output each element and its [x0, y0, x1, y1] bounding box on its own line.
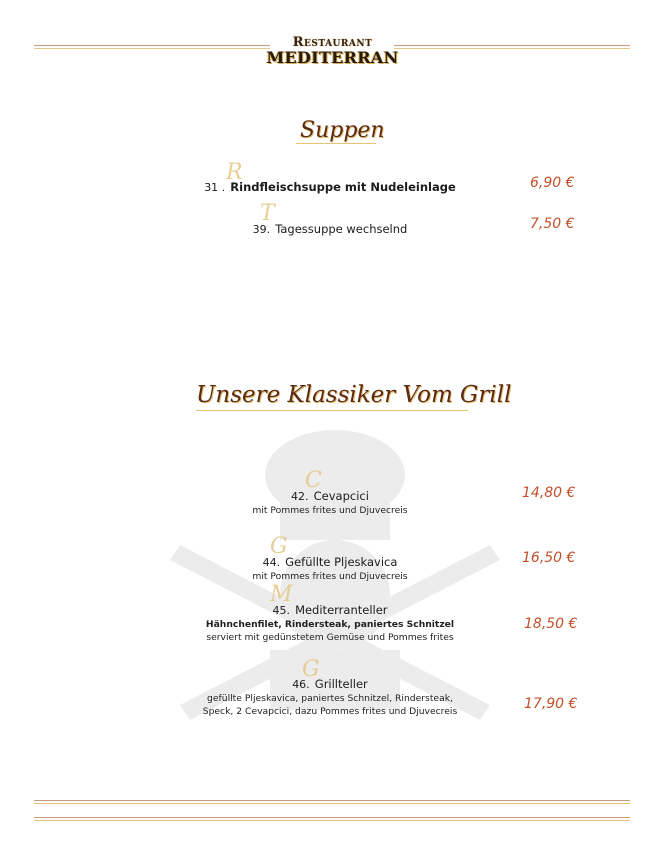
item-number: 44. — [262, 556, 281, 569]
item-price: 17,90 € — [524, 696, 578, 712]
item-number: 46. — [292, 678, 310, 691]
item-price: 14,80 € — [522, 485, 576, 501]
decorative-initial: C — [305, 468, 322, 493]
footer-rule-bottom-gold — [34, 820, 630, 821]
item-name: Grillteller — [314, 677, 368, 691]
decorative-initial: M — [270, 582, 293, 607]
item-number: 42. — [291, 490, 309, 503]
item-name: Cevapcici — [313, 489, 369, 503]
item-price: 7,50 € — [530, 216, 575, 232]
restaurant-logo — [260, 35, 405, 66]
item-name: Rindfleischsuppe mit Nudeleinlage — [230, 180, 456, 194]
section-underline-grill — [196, 410, 468, 411]
item-number: 31 . — [204, 181, 226, 194]
menu-item-42 — [160, 468, 500, 517]
menu-item-45 — [160, 582, 500, 644]
decorative-initial: T — [260, 201, 275, 226]
item-price: 6,90 € — [530, 175, 575, 191]
section-title-suppen: Suppen — [300, 118, 385, 143]
item-price: 18,50 € — [524, 616, 578, 632]
item-description: mit Pommes frites und Djuvecreis — [252, 571, 408, 582]
header-rule-left — [34, 45, 270, 46]
item-description: gefüllte Pljeskavica, paniertes Schnitzel, Rindersteak, — [207, 693, 453, 704]
section-title-grill: Unsere Klassiker Vom Grill — [196, 382, 512, 408]
item-description: Speck, 2 Cevapcici, dazu Pommes frites und Djuvecreis — [202, 706, 458, 717]
footer-rule-top — [34, 800, 630, 801]
item-name: Gefüllte Pljeskavica — [285, 555, 398, 569]
item-name: Tagessuppe wechselnd — [275, 222, 408, 236]
item-price: 16,50 € — [522, 550, 576, 566]
decorative-initial: G — [270, 534, 288, 559]
footer-rule-top-gold — [34, 803, 630, 804]
menu-item-31 — [160, 160, 500, 195]
menu-item-44 — [160, 534, 500, 583]
footer-rule-bottom — [34, 817, 630, 818]
menu-item-46 — [160, 657, 500, 718]
item-number: 45. — [272, 604, 290, 617]
decorative-initial: R — [226, 160, 243, 185]
header-rule-right — [394, 45, 630, 46]
header-rule-left-gold — [34, 48, 270, 49]
menu-item-39 — [180, 201, 480, 237]
section-underline-suppen — [296, 143, 376, 144]
logo-line-mediterran: MEDITERRAN — [266, 48, 399, 67]
decorative-initial: G — [302, 657, 320, 682]
item-description: Hähnchenfilet, Rindersteak, paniertes Schnitzel — [205, 619, 455, 630]
item-description: serviert mit gedünstetem Gemüse und Pommes frites — [206, 632, 454, 643]
logo-line-restaurant: Restaurant — [292, 35, 373, 50]
header-rule-right-gold — [394, 48, 630, 49]
item-description: mit Pommes frites und Djuvecreis — [252, 505, 408, 516]
item-number: 39. — [252, 223, 271, 236]
item-name: Mediterranteller — [295, 603, 388, 617]
